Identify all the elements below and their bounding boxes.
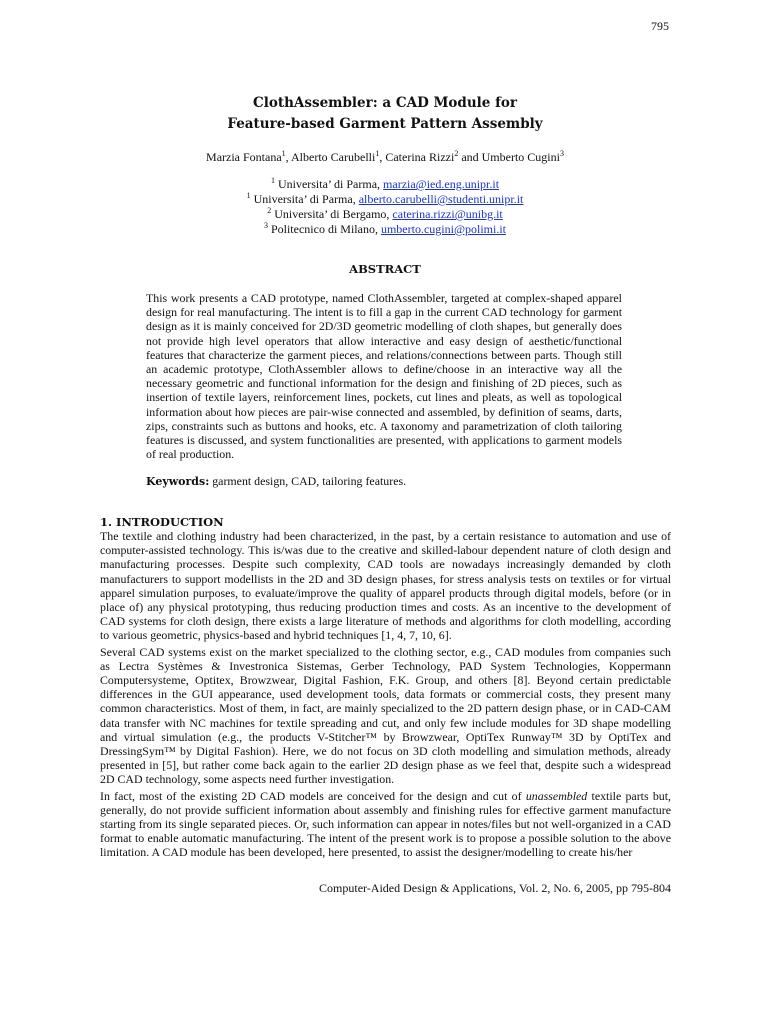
- author-separator: ,: [379, 150, 386, 164]
- paragraph: Several CAD systems exist on the market specialized to the clothing sector, e.g., CAD modules from companies such as Lectra Systèmes & Investronica Sistemas, Gerber Technology, PAD System Technologies, Koppermann Computersysteme, Optitex, Browzwear, Digital Fashion, F.K. Group, and others [8]. Beyond certain predictable differences in the GUI appearance, used development tools, data formats or commercial costs, they present many common characteristics. Most of them, in fact, are mainly specialized to the 2D pattern design phase, or in CAD-CAM data transfer with NC machines for textile spreading and cut, and only few include modules for 3D shape modelling and virtual simulation (e.g., the products V-Stitcher™ by Browzwear, OptiTex Runway™ 3D by OptiTex and DressingSym™ by Digital Fashion). Here, we do not focus on 3D cloth modelling and simulation methods, already presented in [5], but rather come back again to the earlier 2D design phase as we feel that, despite such a widespread 2D CAD technology, some aspects need further investigation.: [100, 644, 671, 787]
- affiliation-text: Politecnico di Milano,: [267, 222, 381, 236]
- paper-title: [0, 93, 770, 135]
- section-heading-introduction: 1. INTRODUCTION: [100, 515, 224, 529]
- paragraph-text: In fact, most of the existing 2D CAD models are conceived for the design and cut of: [100, 788, 526, 803]
- paragraph: [100, 789, 671, 860]
- affiliation-list: [0, 177, 770, 237]
- affiliation-text: Universita’ di Parma,: [274, 177, 384, 191]
- email-link[interactable]: alberto.carubelli@studenti.unipr.it: [358, 192, 524, 206]
- emphasis-text: unassembled: [525, 788, 588, 803]
- author-affiliation-mark: 2: [454, 149, 459, 158]
- affiliation-mark: 1: [270, 176, 275, 185]
- author-name: Caterina Rizzi: [385, 150, 455, 164]
- affiliation-line: [0, 192, 770, 207]
- abstract-heading: ABSTRACT: [349, 262, 421, 276]
- author-list: [0, 150, 770, 165]
- author-separator: ,: [285, 150, 292, 164]
- abstract-text: This work presents a CAD prototype, named ClothAssembler, targeted at complex-shaped apparel design for real manufacturing. The intent is to fill a gap in the current CAD technology for garment design as it is mainly conceived for 2D/3D geometric modelling of cloth shapes, but generally does not provide high level operators that allow interactive and easy design of aesthetic/functional features that characterize the garment pieces, and relations/connections between parts. Though still an academic prototype, ClothAssembler allows to define/choose in an interactive way all the necessary geometric and functional information for the design and finishing of 2D pieces, such as insertion of textile layers, reinforcement lines, pockets, cut lines and pleats, as well as topological information about how pieces are pair-wise connected and assembled, by definition of seams, darts, zips, constraints such as buttons and hooks, etc. A taxonomy and parametrization of cloth tailoring features is discussed, and system functionalities are presented, with applications to garment models of real production.: [146, 291, 622, 462]
- affiliation-text: Universita’ di Bergamo,: [271, 207, 393, 221]
- email-link[interactable]: umberto.cugini@polimi.it: [380, 222, 507, 236]
- affiliation-text: Universita’ di Parma,: [250, 192, 359, 206]
- page-number: 795: [651, 19, 669, 33]
- author-affiliation-mark: 1: [281, 149, 286, 158]
- affiliation-mark: 3: [263, 221, 268, 230]
- paragraph-text: textile parts but, generally, do not provide sufficient information about assembly and finishing rules for effective garment manufacture starting from its single separated pieces. Or, such information can appear in notes/files but not well-organized in a CAD format to enable automatic manufacturing. The intent of the present work is to propose a possible solution to the above limitation. A CAD module has been developed, here presented, to assist the designer/modelling to create his/her: [100, 788, 671, 860]
- author-separator: and: [458, 150, 482, 164]
- affiliation-line: [0, 207, 770, 222]
- affiliation-line: [0, 222, 770, 237]
- title-line-1: ClothAssembler: a CAD Module for: [252, 95, 518, 111]
- affiliation-mark: 1: [246, 191, 251, 200]
- title-line-2: Feature-based Garment Pattern Assembly: [227, 116, 543, 132]
- keywords-text: garment design, CAD, tailoring features.: [209, 474, 407, 488]
- affiliation-mark: 2: [267, 206, 272, 215]
- author-name: Umberto Cugini: [481, 150, 560, 164]
- paragraph: The textile and clothing industry had been characterized, in the past, by a certain resistance to automation and use of computer-assisted technology. This is/was due to the creative and skilled-labour dependent nature of cloth design and manufacturing processes. Despite such complexity, CAD tools are nowadays increasingly demanded by cloth manufacturers to support modellists in the 2D and 3D design phases, for stress analysis tests on textiles or for virtual apparel simulation purposes, to evaluate/improve the quality of apparel products through digital models, before (or in place of) any physical prototyping, thus reducing production times and costs. As an incentive to the development of CAD systems for cloth design, there exists a large literature of methods and algorithms for cloth modelling, according to various geometric, physics-based and hybrid techniques [1, 4, 7, 10, 6].: [100, 529, 671, 643]
- journal-footer: Computer-Aided Design & Applications, Vol. 2, No. 6, 2005, pp 795-804: [319, 881, 671, 895]
- author-affiliation-mark: 1: [375, 149, 380, 158]
- author-affiliation-mark: 3: [559, 149, 564, 158]
- email-link[interactable]: marzia@ied.eng.unipr.it: [383, 177, 500, 191]
- introduction-body: [100, 529, 671, 862]
- affiliation-line: [0, 177, 770, 192]
- author-name: Alberto Carubelli: [291, 150, 376, 164]
- keywords-label: Keywords:: [146, 475, 210, 488]
- email-link[interactable]: caterina.rizzi@unibg.it: [392, 207, 503, 221]
- author-name: Marzia Fontana: [206, 150, 282, 164]
- keywords: [146, 474, 622, 489]
